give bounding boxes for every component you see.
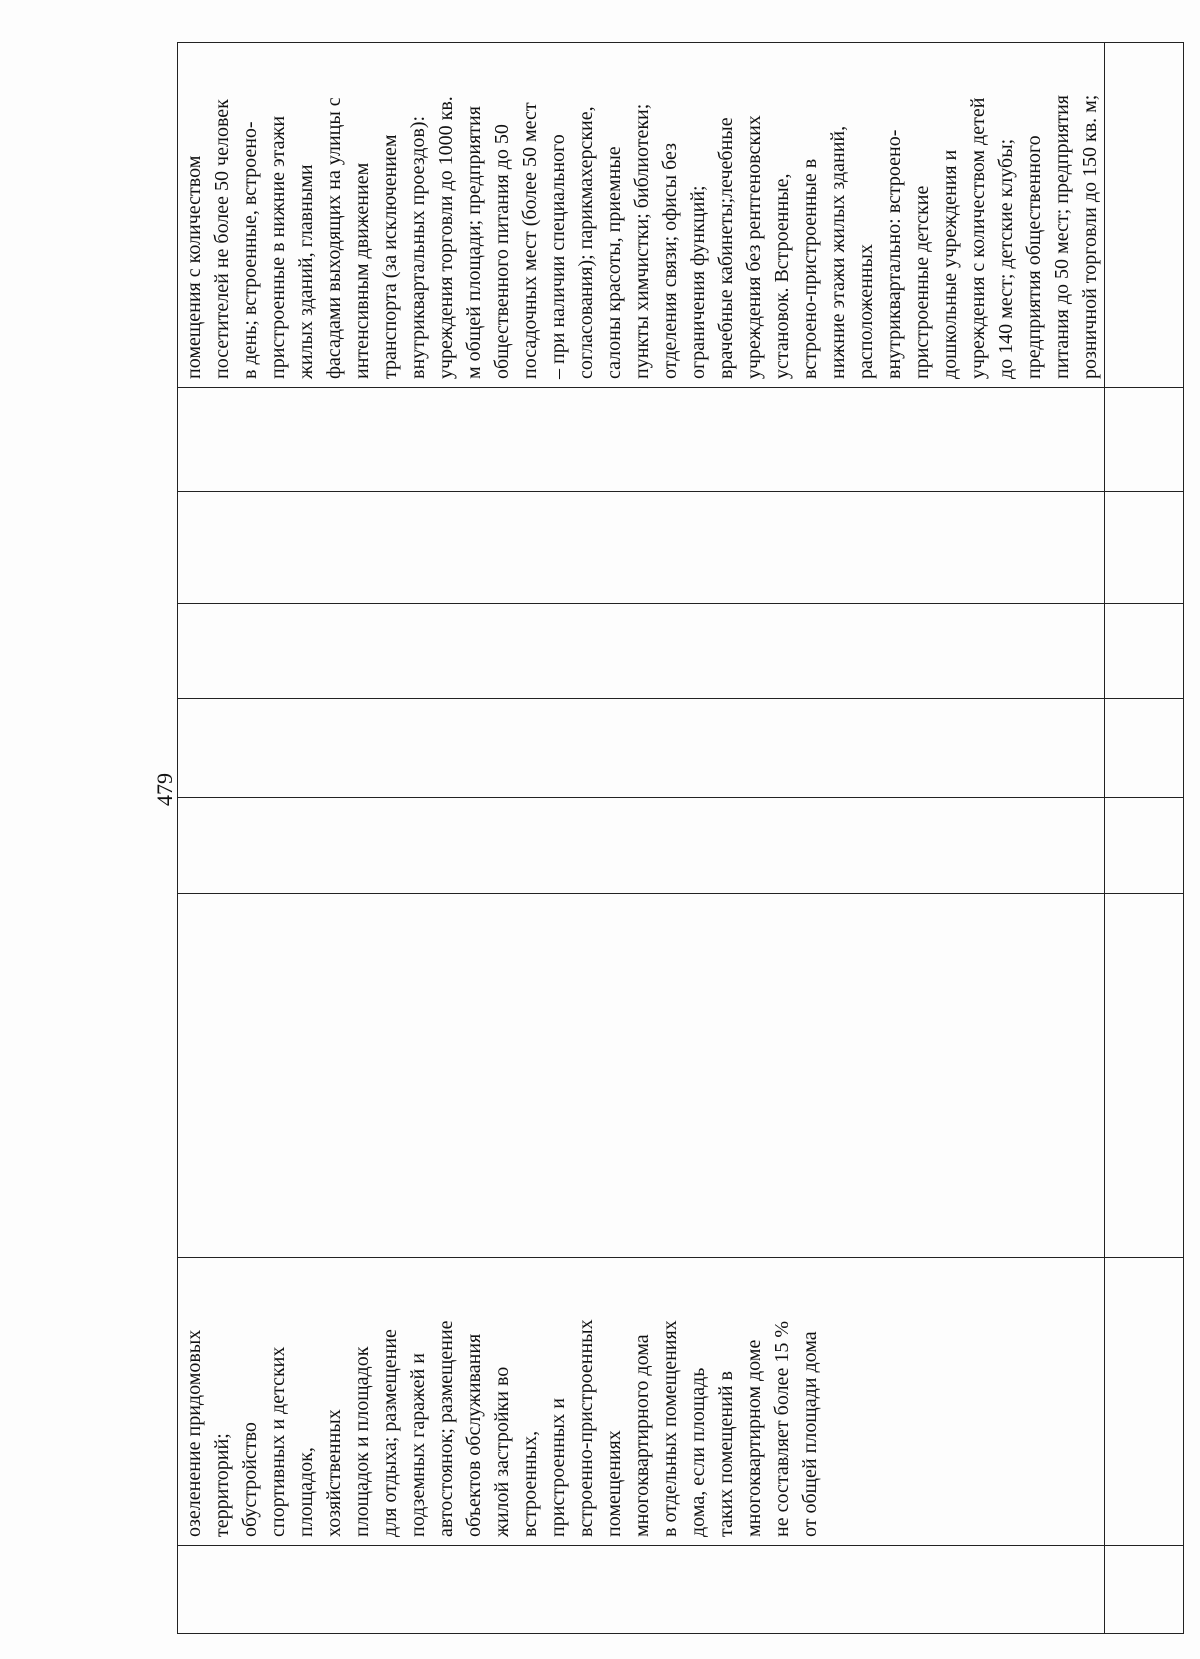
table-cell-1 xyxy=(178,1546,1105,1634)
cell-text-8 xyxy=(178,388,180,491)
cell-text-7 xyxy=(178,492,180,603)
tail-cell-1 xyxy=(1105,1546,1184,1634)
cell-text-3 xyxy=(178,894,180,1257)
cell-text-1 xyxy=(178,1546,180,1633)
table-cell-4 xyxy=(178,798,1105,894)
rotated-table-container xyxy=(177,43,1119,1634)
table-cell-7 xyxy=(178,492,1105,604)
cell-text-conditional-use: помещения с количеством посетителей не более 50 человек в день; встроенные, встроено- пристроенные в нижние этажи жилых зданий, главными фасадами выходящих на улицы с интенсивным движением транспорта (за исключением внутриквартальных проездов): учреждения торговли до 1000 кв. м общей площади; предприятия общественного питания до 50 посадочных мест (более 50 мест – при наличии специального согласования); парикмахерские, салоны красоты, приемные пункты химчистки; библиотеки; отделения связи; офисы без ограничения функций; врачебные кабинеты;лечебные учреждения без рентгеновских установок. Встроенные, встроено-пристроенные в нижние этажи жилых зданий, расположенных внутриквартально: встроено- пристроенные детские дошкольные учреждения и учреждения с количеством детей до 140 мест; детские клубы; предприятия общественного питания до 50 мест; предприятия розничной торговли до 150 кв. м; xyxy=(183,94,1101,379)
table-cell-2 xyxy=(178,1258,1105,1546)
tail-cell-4 xyxy=(1105,798,1184,894)
tail-cell-6 xyxy=(1105,604,1184,699)
table-cell-8 xyxy=(178,388,1105,492)
table-cell-6 xyxy=(178,604,1105,699)
page-number: 479 xyxy=(152,773,177,806)
zoning-table xyxy=(177,42,1184,1634)
table-cell-9 xyxy=(178,43,1105,388)
tail-cell-3 xyxy=(1105,894,1184,1258)
tail-cell-8 xyxy=(1105,388,1184,492)
table-cell-3 xyxy=(178,894,1105,1258)
cell-text-permitted-use: озеленение придомовых территорий; обустройство спортивных и детских площадок, хозяйственных площадок и площадок для отдыха; размещение подземных гаражей и автостоянок; размещение объектов обслуживания жилой застройки во встроенных, пристроенных и встроенно-пристроенных помещениях многоквартирного дома в отдельных помещениях дома, если площадь таких помещений в многоквартирном доме не составляет более 15 % от общей площади дома xyxy=(183,1319,821,1537)
tail-cell-9 xyxy=(1105,43,1184,388)
tail-cell-7 xyxy=(1105,492,1184,604)
table-row-tail xyxy=(1105,43,1184,1634)
table-cell-5 xyxy=(178,699,1105,798)
cell-text-5 xyxy=(178,699,180,797)
table-row xyxy=(178,43,1105,1634)
cell-text-4 xyxy=(178,798,180,893)
tail-cell-2 xyxy=(1105,1258,1184,1546)
cell-text-6 xyxy=(178,604,180,698)
tail-cell-5 xyxy=(1105,699,1184,798)
